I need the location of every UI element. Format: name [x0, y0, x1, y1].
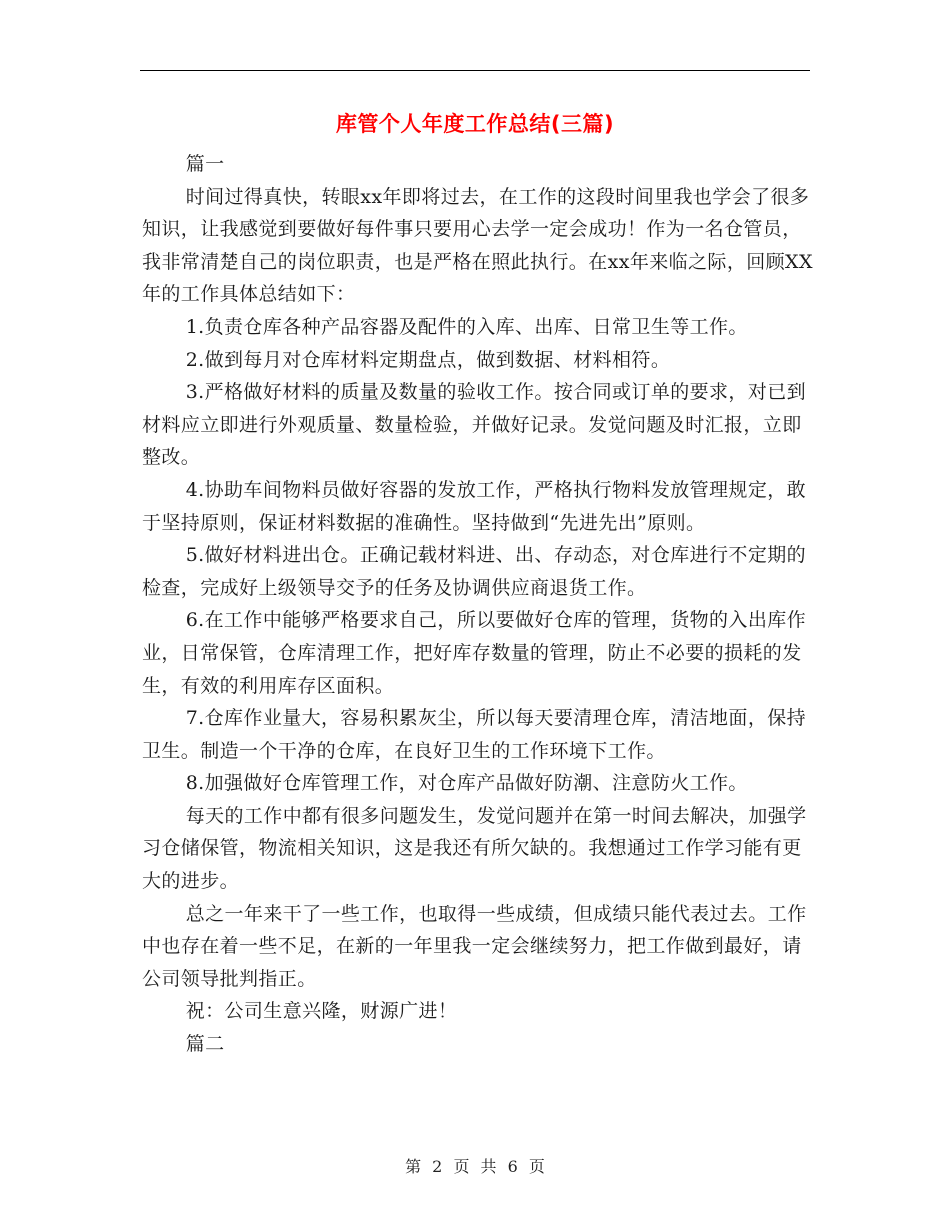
list-item-4: 4.协助车间物料员做好容器的发放工作，严格执行物料发放管理规定，敢于坚持原则，保证材料数据的准确性。坚持做到“先进先出”原则。 — [142, 478, 807, 534]
section-heading-2: 篇二 — [185, 1033, 225, 1056]
list-item-5: 5.做好材料进出仓。正确记载材料进、出、存动态，对仓库进行不定期的检查，完成好上级领导交予的任务及协调供应商退货工作。 — [142, 544, 807, 599]
list-item-8: 8.加强做好仓库管理工作，对仓库产品做好防潮、注意防火工作。 — [185, 772, 748, 795]
section-heading-1: 篇一 — [185, 153, 225, 175]
paragraph-daily: 每天的工作中都有很多问题发生，发觉问题并在第一时间去解决，加强学习仓储保管，物流相关知识，这是我还有所欠缺的。我想通过工作学习能有更大的进步。 — [142, 804, 807, 893]
list-item-3: 3.严格做好材料的质量及数量的验收工作。按合同或订单的要求，对已到材料应立即进行外观质量、数量检验，并做好记录。发觉问题及时汇报，立即整改。 — [142, 381, 807, 469]
page-number: 第 2 页 共 6 页 — [405, 1157, 545, 1176]
list-item-1: 1.负责仓库各种产品容器及配件的入库、出库、日常卫生等工作。 — [185, 315, 748, 338]
list-item-2: 2.做到每月对仓库材料定期盘点，做到数据、材料相符。 — [185, 348, 671, 371]
paragraph-wishes: 祝：公司生意兴隆，财源广进！ — [185, 1000, 458, 1023]
document-title: 库管个人年度工作总结(三篇) — [335, 112, 615, 136]
paragraph-intro: 时间过得真快，转眼xx年即将过去，在工作的这段时间里我也学会了很多知识，让我感觉到要做好每件事只要用心去学一定会成功！作为一名仓管员，我非常清楚自己的岗位职责，也是严格在照此执行。在xx年来临之际，回顾XX年的工作具体总结如下： — [142, 185, 813, 306]
list-item-6: 6.在工作中能够严格要求自己，所以要做好仓库的管理，货物的入出库作业，日常保管，仓库清理工作，把好库存数量的管理，防止不必要的损耗的发生，有效的利用库存区面积。 — [142, 609, 807, 697]
document-body — [142, 148, 814, 1061]
paragraph-summary: 总之一年来干了一些工作，也取得一些成绩，但成绩只能代表过去。工作中也存在着一些不足，在新的一年里我一定会继续努力，把工作做到最好，请公司领导批判指正。 — [142, 902, 807, 990]
header-rule — [140, 70, 810, 71]
list-item-7: 7.仓库作业量大，容易积累灰尘，所以每天要清理仓库，清洁地面，保持卫生。制造一个干净的仓库，在良好卫生的工作环境下工作。 — [142, 707, 807, 762]
